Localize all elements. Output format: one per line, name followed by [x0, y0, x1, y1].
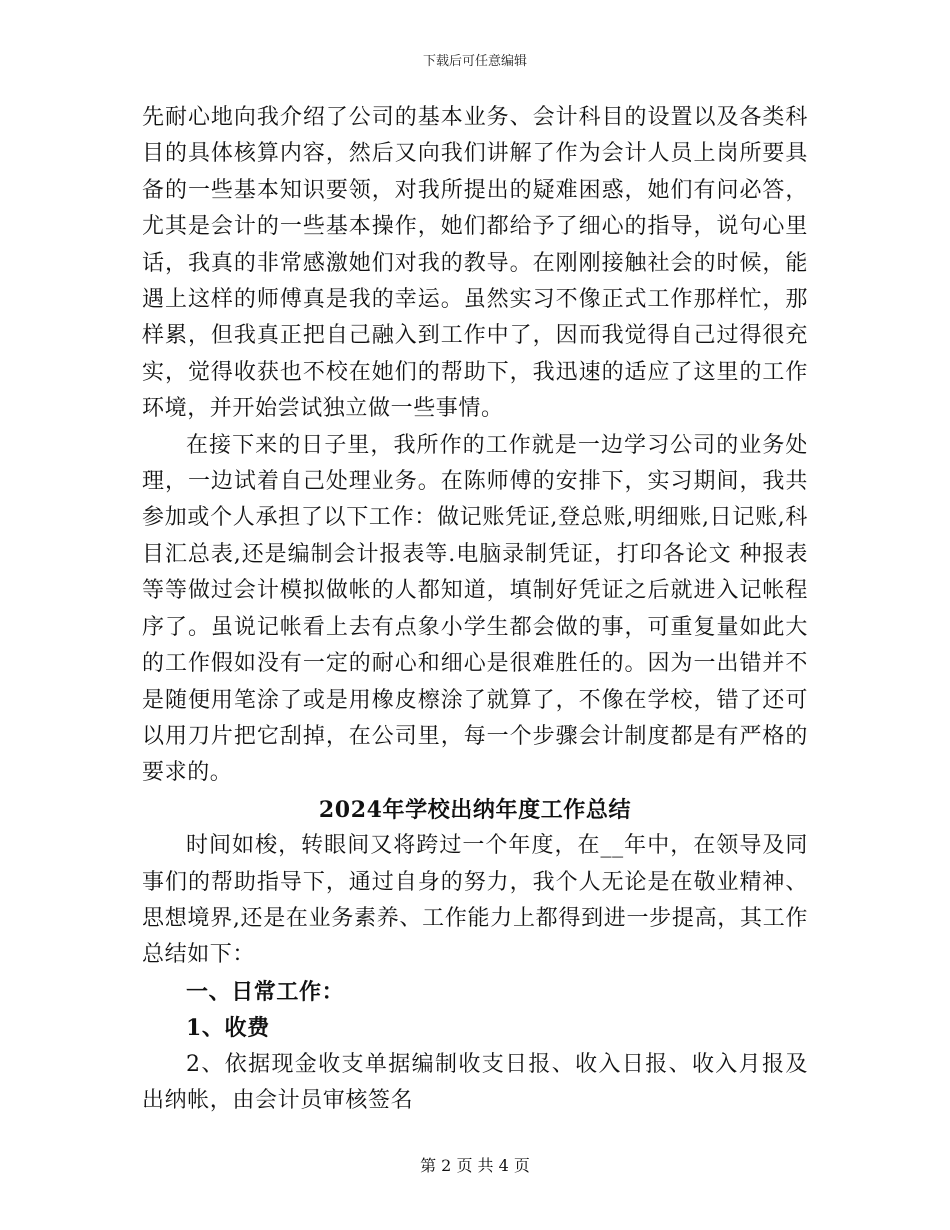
heading-daily-work: 一、日常工作：	[186, 978, 345, 1005]
heading-fee-collection: 1、收费	[186, 1015, 270, 1042]
page-header-note: 下载后可任意编辑	[422, 54, 527, 69]
body-paragraph-internship-intro: 先耐心地向我介绍了公司的基本业务、会计科目的设置以及各类科目的具体核算内容，然后又向我们讲解了作为会计人员上岗所要具备的一些基本知识要领，对我所提出的疑难困惑，她们有问必答，尤其是会计的一些基本操作，她们都给予了细心的指导，说句心里话，我真的非常感激她们对我的教导。在刚刚接触社会的时候，能遇上这样的师傅真是我的幸运。虽然实习不像正式工作那样忙，那样累，但我真正把自己融入到工作中了，因而我觉得自己过得很充实，觉得收获也不校在她们的帮助下，我迅速的适应了这里的工作环境，并开始尝试独立做一些事情。	[142, 105, 808, 422]
document-body	[142, 100, 808, 1119]
body-paragraph-cash-reports: 2、依据现金收支单据编制收支日报、收入日报、收入月报及出纳帐，由会计员审核签名	[142, 1051, 808, 1113]
body-paragraph-internship-work: 在接下来的日子里，我所作的工作就是一边学习公司的业务处理，一边试着自己处理业务。在陈师傅的安排下，实习期间，我共参加或个人承担了以下工作：做记账凭证,登总账,明细账,日记账,科目汇总表,还是编制会计报表等.电脑录制凭证，打印各论文 种报表等等做过会计模拟做帐的人都知道，填制好凭证之后就进入记帐程序了。虽说记帐看上去有点象小学生都会做的事，可重复量如此大的工作假如没有一定的耐心和细心是很难胜任的。因为一出错并不是随便用笔涂了或是用橡皮檫涂了就算了，不像在学校，错了还可以用刀片把它刮掉，在公司里，每一个步骤会计制度都是有严格的要求的。	[142, 432, 808, 786]
body-paragraph-summary-intro: 时间如梭，转眼间又将跨过一个年度，在__年中，在领导及同事们的帮助指导下，通过自身的努力，我个人无论是在敬业精神、思想境界,还是在业务素养、工作能力上都得到进一步提高，其工作总结如下：	[142, 833, 808, 968]
page-number-footer: 第 2 页 共 4 页	[420, 1156, 530, 1175]
section-title: 2024年学校出纳年度工作总结	[318, 796, 632, 823]
